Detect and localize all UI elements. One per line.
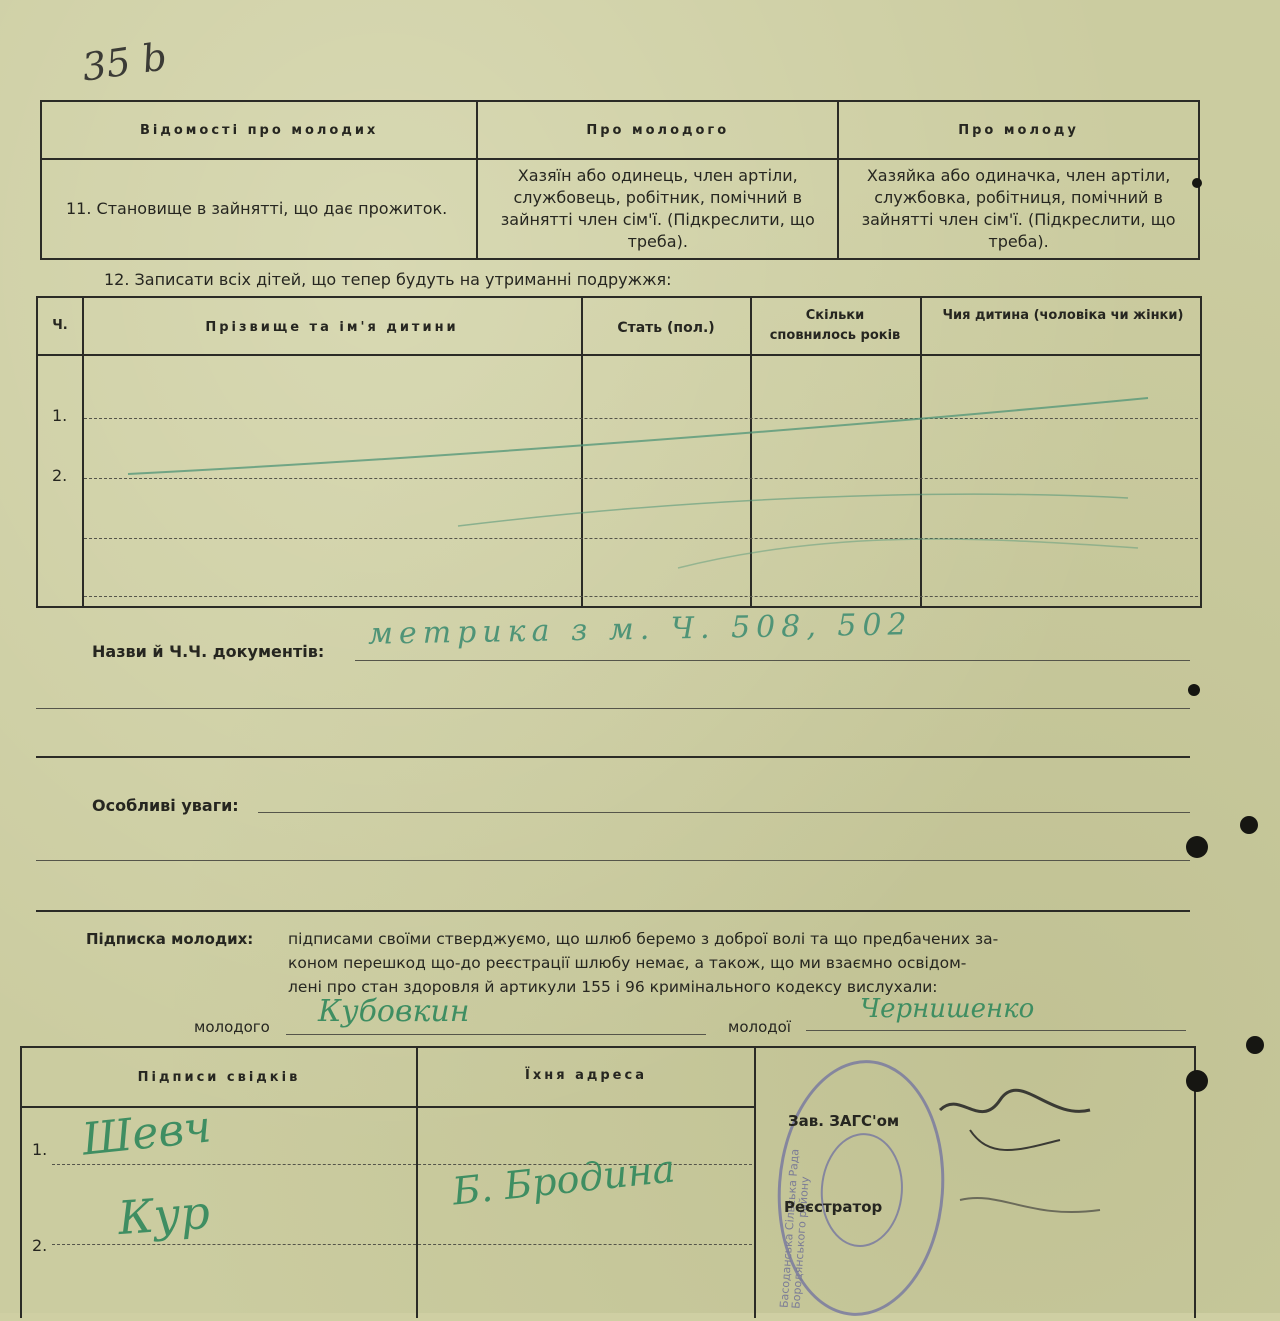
child-row-number: 1. bbox=[52, 406, 68, 425]
header-age: Скільки сповнилось років bbox=[769, 308, 901, 343]
witness-row-number: 2. bbox=[32, 1236, 48, 1255]
declaration-line2: коном перешкод що-до реєстрації шлюбу немає, а також, що ми взаємно освідом- bbox=[288, 954, 967, 972]
witness-address: Б. Бродина bbox=[450, 1146, 678, 1214]
witness-signature-2: Кур bbox=[116, 1184, 212, 1246]
notes-label: Особливі уваги: bbox=[92, 796, 239, 815]
row11-groom-options: Хазяїн або одинець, член артіли, службовець, робітник, помічний в зайнятті член сім'ї. (Підкреслити, що треба). bbox=[500, 166, 815, 251]
header-witness-address: Їхня адреса bbox=[525, 1068, 647, 1083]
row11-groom-cell bbox=[477, 159, 838, 259]
header-whose: Чия дитина (чоловіка чи жінки) bbox=[942, 308, 1184, 323]
declaration-line3: лені про стан здоровля й артикули 155 і 96 кримінального кодексу вислухали: bbox=[288, 978, 938, 996]
notes-line-3 bbox=[36, 910, 1190, 912]
groom-signature: Кубовкин bbox=[318, 994, 470, 1029]
documents-handwritten: метрика з м. Ч. 508, 502 bbox=[367, 607, 913, 652]
binding-hole bbox=[1188, 684, 1200, 696]
documents-line-2 bbox=[36, 708, 1190, 709]
groom-signature-label: молодого bbox=[194, 1018, 270, 1036]
row11-bride-options: Хазяйка або одиначка, член артіли, службовка, робітниця, помічний в зайнятті член сім'ї. (Підкреслити, що треба). bbox=[861, 166, 1176, 251]
header-info: Відомості про молодих bbox=[41, 101, 477, 159]
stamp-text: Басоданська Сільська Рада Бородянського району bbox=[777, 1148, 812, 1310]
binding-hole bbox=[1192, 178, 1202, 188]
documents-label: Назви й Ч.Ч. документів: bbox=[92, 642, 325, 661]
witnesses-header-line bbox=[22, 1106, 754, 1108]
header-bride: Про молоду bbox=[838, 101, 1199, 159]
documents-line-3 bbox=[36, 756, 1190, 758]
groom-signature-line bbox=[286, 1034, 706, 1035]
registrar-signature bbox=[900, 1070, 1140, 1270]
notes-line-2 bbox=[36, 860, 1190, 861]
archive-number: 35 b bbox=[79, 34, 170, 90]
section12-title: 12. Записати всіх дітей, що тепер будуть на утриманні подружжя: bbox=[104, 270, 672, 289]
header-num: Ч. bbox=[52, 318, 68, 333]
marriage-info-table bbox=[40, 100, 1200, 260]
bride-signature-line bbox=[806, 1030, 1186, 1031]
header-witness-signatures: Підписи свідків bbox=[137, 1070, 301, 1085]
bride-signature-label: молодої bbox=[728, 1018, 791, 1036]
declaration-label: Підписка молодих: bbox=[86, 930, 254, 948]
col-divider bbox=[416, 1048, 418, 1318]
strike-through-lines bbox=[38, 298, 1200, 606]
row11-bride-cell bbox=[838, 159, 1199, 259]
witness-row-line bbox=[52, 1244, 752, 1245]
children-table bbox=[36, 296, 1202, 608]
documents-line bbox=[355, 660, 1190, 661]
bride-signature: Чернишенко bbox=[860, 994, 1035, 1024]
col-divider bbox=[754, 1048, 756, 1318]
witness-row-number: 1. bbox=[32, 1140, 48, 1159]
declaration-line1: підписами своїми стверджуємо, що шлюб беремо з доброї волі та що предбачених за- bbox=[288, 930, 999, 948]
registrar-label: Реєстратор bbox=[784, 1198, 883, 1216]
header-child-name: Прізвище та ім'я дитини bbox=[205, 320, 459, 335]
witness-signature-1: Шевч bbox=[79, 1101, 214, 1166]
child-row-number: 2. bbox=[52, 466, 68, 485]
row11-label: 11. Становище в зайнятті, що дає прожиток. bbox=[66, 199, 448, 218]
registry-head-label: Зав. ЗАГС'ом bbox=[788, 1112, 900, 1130]
row11-label-cell bbox=[41, 159, 477, 259]
stamp-emblem bbox=[817, 1130, 907, 1249]
binding-hole bbox=[1246, 1036, 1264, 1054]
header-groom: Про молодого bbox=[477, 101, 838, 159]
binding-hole bbox=[1186, 836, 1208, 858]
binding-hole bbox=[1240, 816, 1258, 834]
header-sex: Стать (пол.) bbox=[617, 320, 715, 336]
binding-hole bbox=[1186, 1070, 1208, 1092]
notes-line bbox=[258, 812, 1190, 813]
